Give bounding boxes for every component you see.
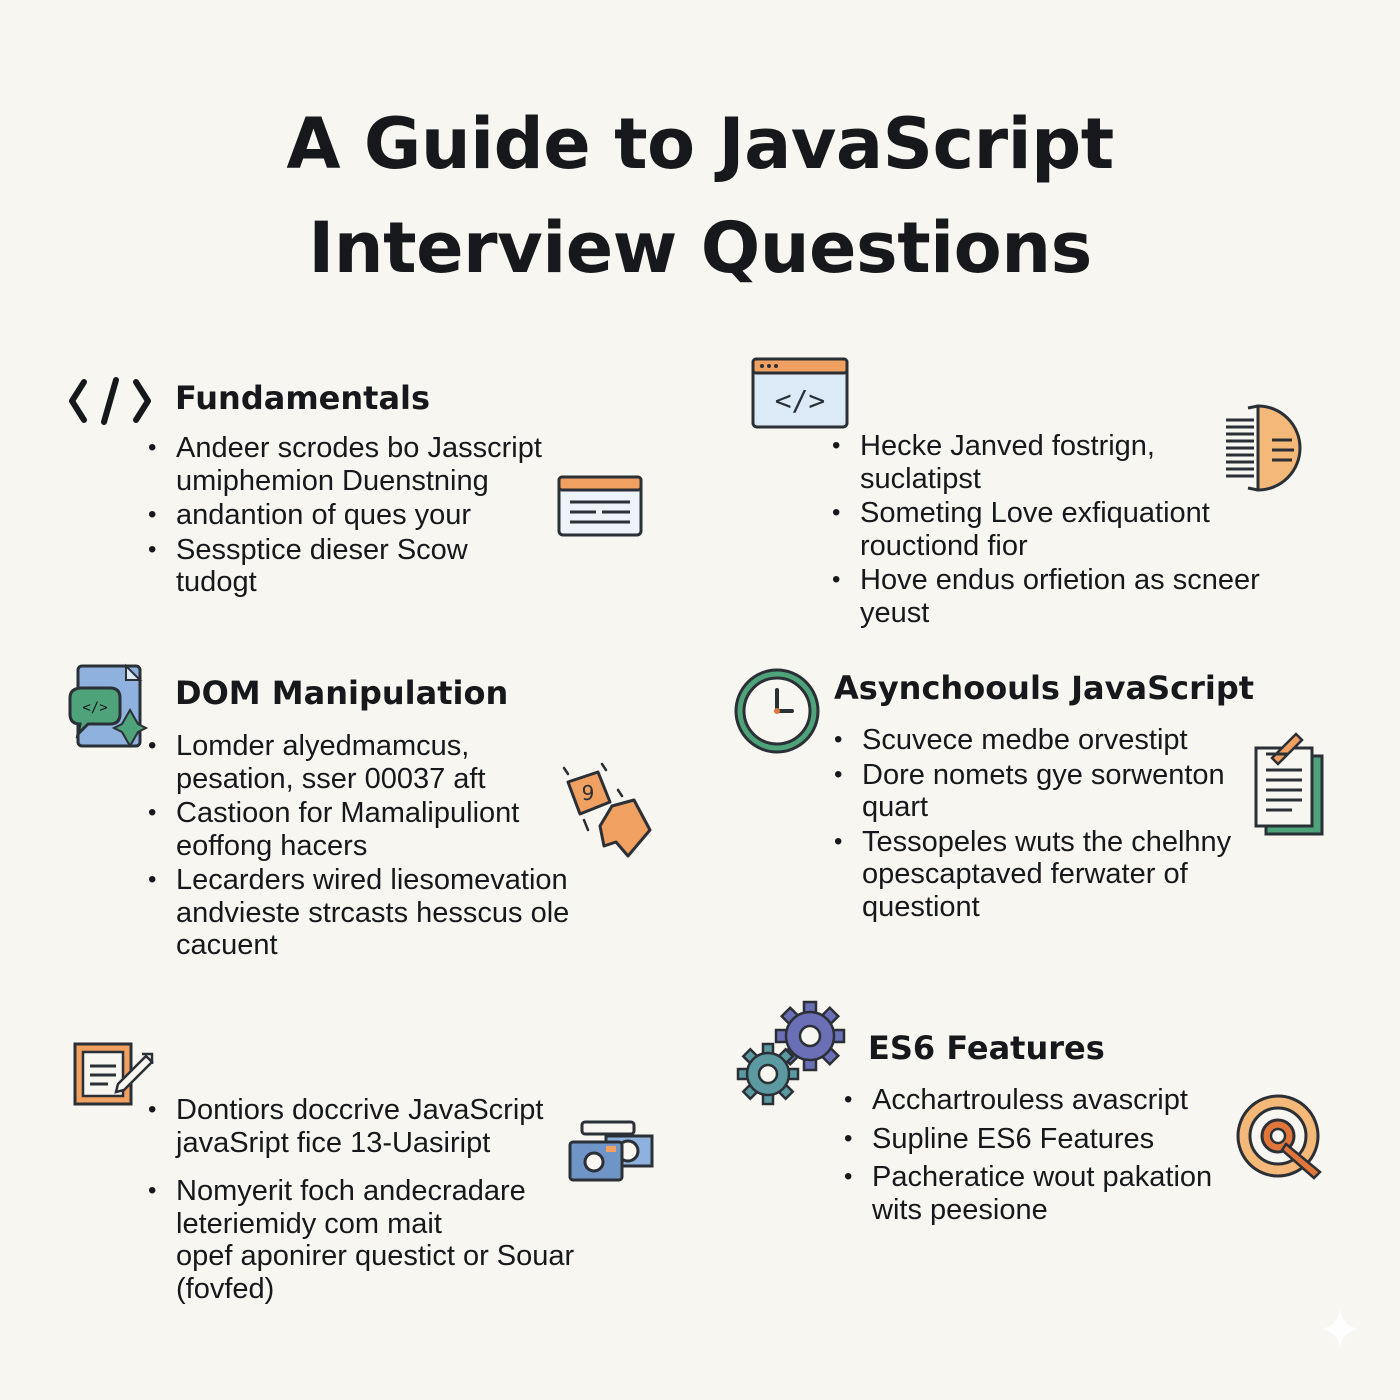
async-list [836, 724, 1256, 925]
title-line-2: Interview Questions [308, 207, 1092, 289]
list-item: • Castioon for Mamalipuliont eoffong hacers [150, 797, 620, 862]
list-item: • Lomder alyedmamcus, pesation, sser 00037 aft [150, 730, 620, 795]
list-item: • Andeer scrodes bo Jasscript umiphemion Duenstning [150, 432, 570, 497]
clipboard-notes-icon [1252, 730, 1328, 838]
code-bubble-document-icon [64, 662, 148, 754]
code-brackets-icon [68, 376, 152, 426]
code-window-icon [750, 356, 852, 432]
list-item: • Sessptice dieser Scow tudogt [150, 534, 570, 599]
list-item: • Acchartrouless avascript [846, 1084, 1246, 1117]
list-item: • Pacheratice wout pakation wits peesione [846, 1161, 1246, 1226]
list-item: • Dore nomets gye sorwenton quart [836, 759, 1256, 824]
puzzle-pieces-icon [558, 760, 658, 860]
edit-document-icon [72, 1040, 156, 1108]
clock-icon [732, 666, 822, 756]
dom-list [150, 730, 620, 964]
title-line-1: A Guide to JavaScript [286, 103, 1114, 185]
es6-heading: ES6 Features [868, 1029, 1105, 1067]
code-bubble-glyph: </> [82, 700, 108, 716]
code-window-glyph: </> [774, 384, 826, 417]
list-item: • Lecarders wired liesomevation andvieste strcasts hesscus ole cacuent [150, 864, 620, 962]
document-card-icon [556, 474, 646, 540]
sparkle-icon [1318, 1307, 1362, 1356]
fundamentals-list [150, 432, 570, 601]
dom-heading: DOM Manipulation [175, 674, 509, 712]
half-sun-document-icon [1220, 402, 1310, 498]
list-item: • Someting Love exfiquationt rouctiond fior [834, 497, 1294, 562]
misc-list [150, 1094, 620, 1307]
list-item: • Scuvece medbe orvestipt [836, 724, 1256, 757]
fundamentals-heading: Fundamentals [175, 379, 431, 417]
gears-icon [734, 1000, 850, 1110]
list-item: • Hove endus orfietion as scneer yeust [834, 564, 1294, 629]
target-search-icon [1234, 1092, 1330, 1182]
camera-icon [566, 1118, 656, 1188]
list-item: • andantion of ques your [150, 499, 570, 532]
async-heading: Asynchoouls JavaScript [834, 669, 1255, 707]
list-item: • Nomyerit foch andecradare leteriemidy com mait opef aponirer questict or Souar (fovfed) [150, 1175, 620, 1305]
list-item: • Tessopeles wuts the chelhny opescaptaved ferwater of questiont [836, 826, 1256, 924]
list-item: • Dontiors doccrive JavaScript javaSript fice 13-Uasiript [150, 1094, 620, 1159]
list-item: • Hecke Janved fostrign, suclatipst [834, 430, 1294, 495]
svg-text:9: 9 [581, 781, 595, 805]
es6-list [846, 1084, 1246, 1228]
page-title [0, 92, 1400, 300]
list-item: • Supline ES6 Features [846, 1123, 1246, 1156]
